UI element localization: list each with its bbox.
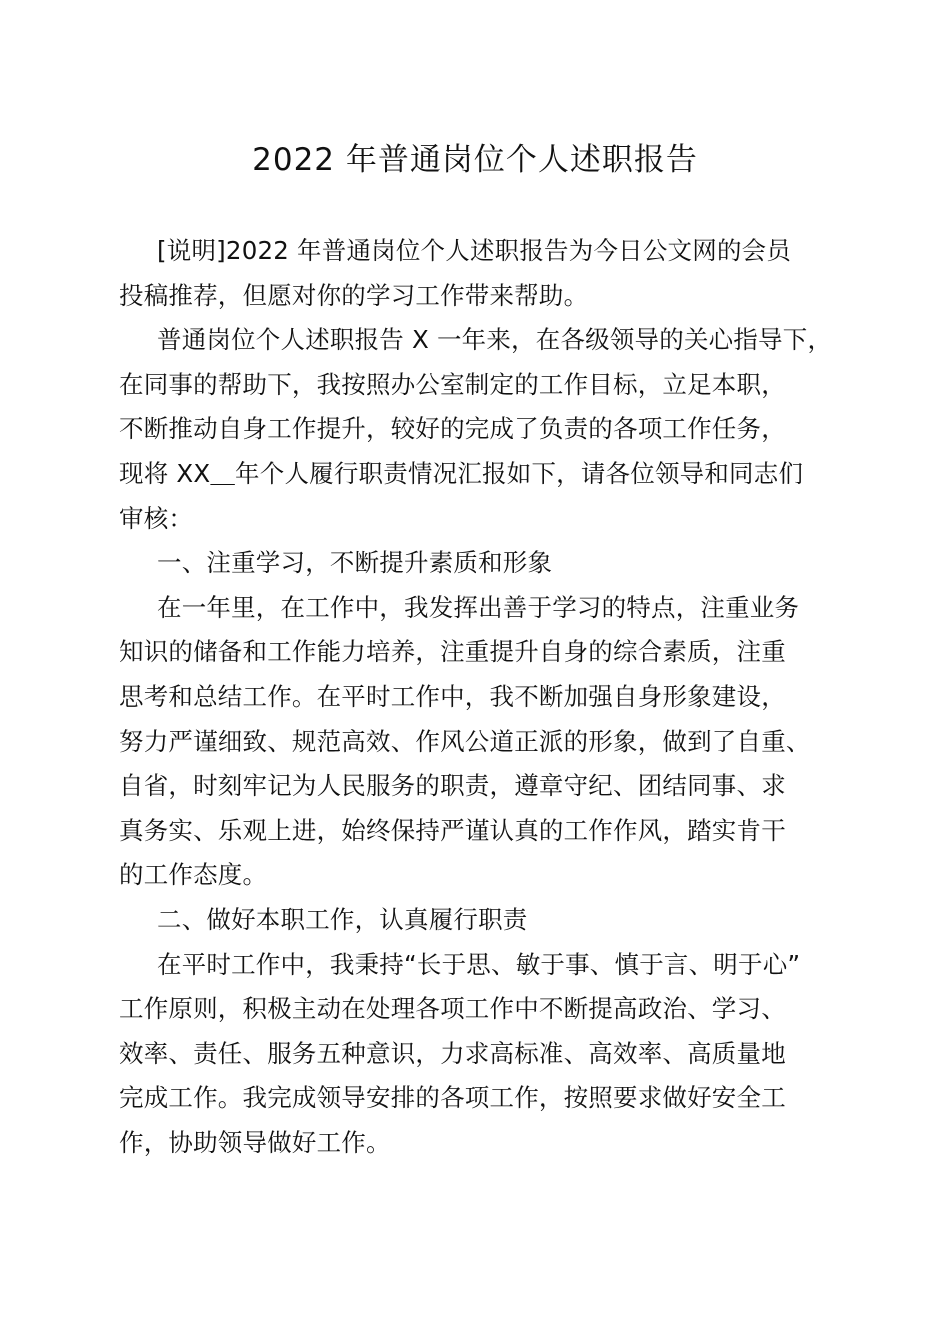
body-line: 审核： xyxy=(119,503,194,533)
body-line: 的工作态度。 xyxy=(119,860,268,890)
document-body xyxy=(119,229,835,1165)
body-line: 工作原则，积极主动在处理各项工作中不断提高政治、学习、 xyxy=(119,994,786,1024)
body-line: 真务实、乐观上进，始终保持严谨认真的工作作风，踏实肯干 xyxy=(119,815,786,845)
body-line: [说明]2022 年普通岗位个人述职报告为今日公文网的会员 xyxy=(157,236,792,265)
body-line: 在一年里，在工作中，我发挥出善于学习的特点，注重业务 xyxy=(157,592,800,622)
section-heading: 二、做好本职工作，认真履行职责 xyxy=(157,904,528,934)
body-line: 作，协助领导做好工作。 xyxy=(119,1127,391,1157)
body-line: 投稿推荐，但愿对你的学习工作带来帮助。 xyxy=(119,280,589,310)
body-line: 现将 XX＿年个人履行职责情况汇报如下，请各位领导和同志们 xyxy=(119,458,804,488)
body-line: 普通岗位个人述职报告 X 一年来，在各级领导的关心指导下， xyxy=(157,325,833,355)
body-line: 在同事的帮助下，我按照办公室制定的工作目标，立足本职， xyxy=(119,369,786,399)
body-line: 知识的储备和工作能力培养，注重提升自身的综合素质，注重 xyxy=(119,637,786,667)
body-line: 在平时工作中，我秉持“长于思、敏于事、慎于言、明于心” xyxy=(157,949,801,979)
body-line: 完成工作。我完成领导安排的各项工作，按照要求做好安全工 xyxy=(119,1083,786,1113)
section-heading: 一、注重学习，不断提升素质和形象 xyxy=(157,548,553,578)
document-title: 2022 年普通岗位个人述职报告 xyxy=(252,142,698,178)
body-line: 自省，时刻牢记为人民服务的职责，遵章守纪、团结同事、求 xyxy=(119,771,786,801)
body-line: 思考和总结工作。在平时工作中，我不断加强自身形象建设， xyxy=(119,681,786,711)
body-line: 效率、责任、服务五种意识，力求高标准、高效率、高质量地 xyxy=(119,1038,786,1068)
body-line: 努力严谨细致、规范高效、作风公道正派的形象，做到了自重、 xyxy=(119,726,811,756)
body-line: 不断推动自身工作提升，较好的完成了负责的各项工作任务， xyxy=(119,414,786,444)
